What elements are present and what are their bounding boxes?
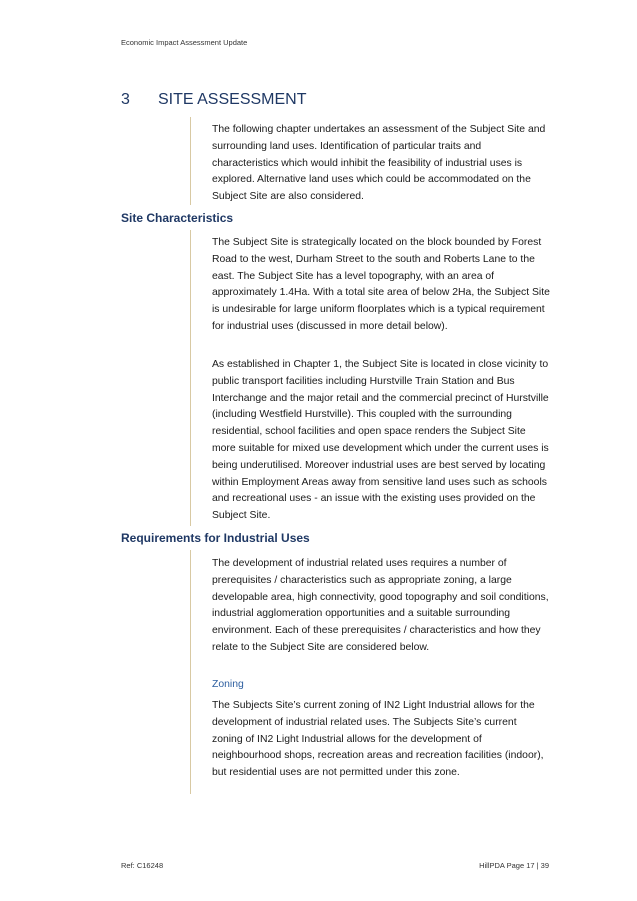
margin-rule [190, 550, 191, 794]
site-characteristics-paragraph: As established in Chapter 1, the Subject Site is located in close vicinity to public transport facilities including Hurstville Train Station and Bus Interchange and the major retail and the commercial precinct of Hurstville (including Westfield Hurstville). This coupled with the surrounding residential, school facilities and open space renders the Subject Site more suitable for mixed use development which under the current uses is being underutilised. Moreover industrial uses are best served by locating within Employment Areas away from sensitive land uses such as schools and recreational uses - an issue with the existing uses provided on the Subject Site. [212, 359, 549, 522]
site-characteristics-heading: Site Characteristics [121, 211, 234, 225]
zoning-heading: Zoning [212, 679, 244, 690]
intro-paragraph: The following chapter undertakes an assessment of the Subject Site and surrounding land uses. Identification of particular traits and characteristics which would inhibit the feasibility of industrial uses is explored. Alternative land uses which could be accommodated on the Subject Site are also considered. [212, 124, 546, 203]
running-header: Economic Impact Assessment Update [121, 38, 248, 47]
footer-page-number: HillPDA Page 17 | 39 [479, 861, 549, 870]
margin-rule [190, 230, 191, 526]
requirements-paragraph: The development of industrial related uses requires a number of prerequisites / characteristics such as appropriate zoning, a large developable area, high connectivity, good topography and soil conditions, industrial agglomeration opportunities and a suitable surrounding environment. Each of these prerequisites / characteristics and how they relate to the Subject Site are considered below. [212, 558, 549, 653]
footer-reference: Ref: C16248 [121, 861, 164, 870]
margin-rule [190, 117, 191, 205]
requirements-heading: Requirements for Industrial Uses [121, 531, 310, 545]
chapter-heading [121, 91, 561, 109]
chapter-title: SITE ASSESSMENT [158, 91, 307, 108]
zoning-paragraph: The Subjects Site’s current zoning of IN2 Light Industrial allows for the development of industrial related uses. The Subjects Site’s current zoning of IN2 Light Industrial allows for the development of neighbourhood shops, recreation areas and recreation facilities (indoor), but residential uses are not permitted under this zone. [212, 700, 544, 779]
chapter-number: 3 [121, 91, 130, 108]
site-characteristics-paragraph: The Subject Site is strategically located on the block bounded by Forest Road to the west, Durham Street to the south and Roberts Lane to the east. The Subject Site has a level topography, with an area of approximately 1.4Ha. With a total site area of below 2Ha, the Subject Site is undesirable for large uniform floorplates which is a typical requirement for industrial uses (discussed in more detail below). [212, 237, 550, 332]
